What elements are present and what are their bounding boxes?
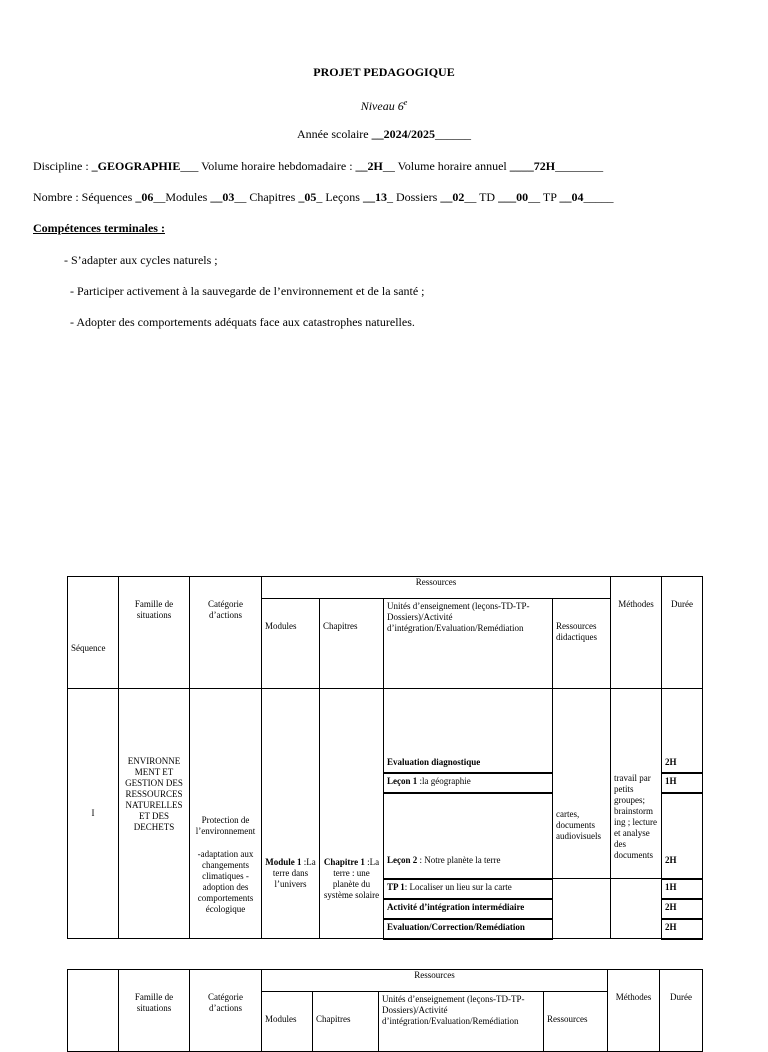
program-table (67, 576, 703, 940)
annual-label: __ Volume horaire annuel (382, 159, 510, 173)
tp-label: __ TP (528, 190, 560, 204)
chapitres-count: _05 (298, 190, 317, 204)
lecons-label: _ Leçons (316, 190, 363, 204)
unit-duree: 1H (662, 773, 703, 793)
famille-cell: ENVIRONNE MENT ET GESTION DES RESSOURCES NATURELLES ET DES DECHETS (119, 689, 190, 939)
unit-row (384, 689, 553, 773)
unit-label: Evaluation diagnostique (387, 756, 481, 767)
blank-cell (611, 899, 662, 919)
chapitre-label: Chapitre 1 (323, 857, 365, 867)
header-sequence: Séquence (68, 577, 119, 689)
annual-value: ____72H (509, 159, 556, 173)
blank-cell (553, 899, 611, 919)
header-chapitres: Chapitres (320, 599, 384, 689)
sequence-number: I (68, 689, 119, 939)
header-modules: Modules (262, 992, 313, 1052)
header-famille: Famille de situations (119, 577, 190, 689)
header-duree: Durée (662, 577, 703, 689)
categorie-line-1: Protection de l’environnement (195, 815, 256, 836)
header-didactiques: Ressources (544, 992, 608, 1052)
year-value: __2024/2025 (371, 127, 435, 141)
header-unites: Unités d’enseignement (leçons-TD-TP-Dossiers)/Activité d’intégration/Evaluation/Remédiation (379, 992, 544, 1052)
school-year (0, 127, 768, 141)
blank-cell (553, 689, 611, 773)
tp-count: __04 (559, 190, 584, 204)
unit-label: Leçon 2 (387, 854, 418, 865)
unit-label: TP 1 (387, 881, 405, 892)
chapitres-label: __ Chapitres (234, 190, 299, 204)
competence-item: - S’adapter aux cycles naturels ; (64, 253, 218, 267)
discipline-row (33, 159, 603, 173)
unit-row (384, 919, 553, 939)
year-trail: ______ (434, 127, 471, 141)
modules-count: __03 (210, 190, 235, 204)
blank-cell (611, 879, 662, 899)
categorie-cell (190, 689, 262, 939)
header-chapitres: Chapitres (313, 992, 379, 1052)
header-categorie: Catégorie d’actions (190, 970, 262, 1052)
tp-trail: _____ (583, 190, 614, 204)
dossiers-count: __02 (440, 190, 465, 204)
categorie-line-2: -adaptation aux changements climatiques -adoption des comportements écologique (197, 849, 254, 914)
weekly-value: __2H (355, 159, 383, 173)
unit-duree: 2H (662, 919, 703, 939)
blank-cell (553, 919, 611, 939)
unit-row (384, 879, 553, 899)
dossiers-label: _ Dossiers (386, 190, 441, 204)
level-label (0, 96, 768, 113)
header-unites: Unités d’enseignement (leçons-TD-TP-Dossiers)/Activité d’intégration/Evaluation/Remédiation (384, 599, 553, 689)
weekly-label: ___ Volume horaire hebdomadaire : (180, 159, 356, 173)
blank-cell (611, 689, 662, 773)
year-label: Année scolaire (297, 127, 372, 141)
chapitre-text: :La terre : une planète du système solaire (323, 857, 380, 900)
level-text: Niveau 6 (360, 99, 404, 113)
header-ressources: Ressources (262, 577, 611, 599)
header-modules: Modules (262, 599, 320, 689)
unit-text: : Localiser un lieu sur la carte (404, 881, 512, 892)
unit-text: : Notre planète la terre (417, 854, 501, 865)
annual-trail: ________ (555, 159, 604, 173)
header-didactiques: Ressources didactiques (553, 599, 611, 689)
unit-duree: 2H (662, 689, 703, 773)
didactiques-cell: cartes, documents audiovisuels (553, 773, 611, 879)
header-methodes: Méthodes (611, 577, 662, 689)
header-duree: Durée (660, 970, 703, 1052)
count-row (33, 190, 613, 204)
unit-label: Evaluation/Correction/Remédiation (387, 921, 525, 932)
document-title: PROJET PEDAGOGIQUE (313, 65, 455, 79)
unit-duree: 1H (662, 879, 703, 899)
td-count: ___00 (498, 190, 529, 204)
module-text: :La terre dans l’univers (272, 857, 316, 889)
lecons-count: __13 (362, 190, 387, 204)
td-label: __ TD (464, 190, 499, 204)
competence-item: - Adopter des comportements adéquats face aux catastrophes naturelles. (70, 315, 415, 329)
modules-label: __Modules (153, 190, 211, 204)
header-methodes: Méthodes (608, 970, 660, 1052)
discipline-value: _GEOGRAPHIE (91, 159, 181, 173)
blank-cell (611, 919, 662, 939)
unit-row (384, 773, 553, 793)
header-ressources: Ressources (262, 970, 608, 992)
header-sequence-empty (68, 970, 119, 1052)
competences-heading: Compétences terminales : (33, 221, 165, 235)
header-categorie: Catégorie d’actions (190, 577, 262, 689)
unit-text: :la géographie (417, 775, 471, 786)
unit-label: Leçon 1 (387, 775, 418, 786)
unit-label: Activité d’intégration intermédiaire (387, 901, 525, 912)
unit-row (384, 899, 553, 919)
unit-duree: 2H (662, 793, 703, 879)
methodes-cell: travail par petits groupes; brainstorm ing ; lecture et analyse des documents (611, 773, 662, 879)
chapitre-cell (320, 689, 384, 939)
sequences-count: _06 (135, 190, 154, 204)
discipline-label: Discipline : (33, 159, 92, 173)
level-superscript: e (403, 98, 408, 107)
header-famille: Famille de situations (119, 970, 190, 1052)
blank-cell (553, 879, 611, 899)
count-label: Nombre : Séquences (33, 190, 136, 204)
program-table-continued (67, 969, 703, 1052)
unit-row (384, 793, 553, 879)
module-cell (262, 689, 320, 939)
module-label: Module 1 (265, 857, 302, 867)
unit-duree: 2H (662, 899, 703, 919)
competence-item: - Participer activement à la sauvegarde de l’environnement et de la santé ; (70, 284, 425, 298)
